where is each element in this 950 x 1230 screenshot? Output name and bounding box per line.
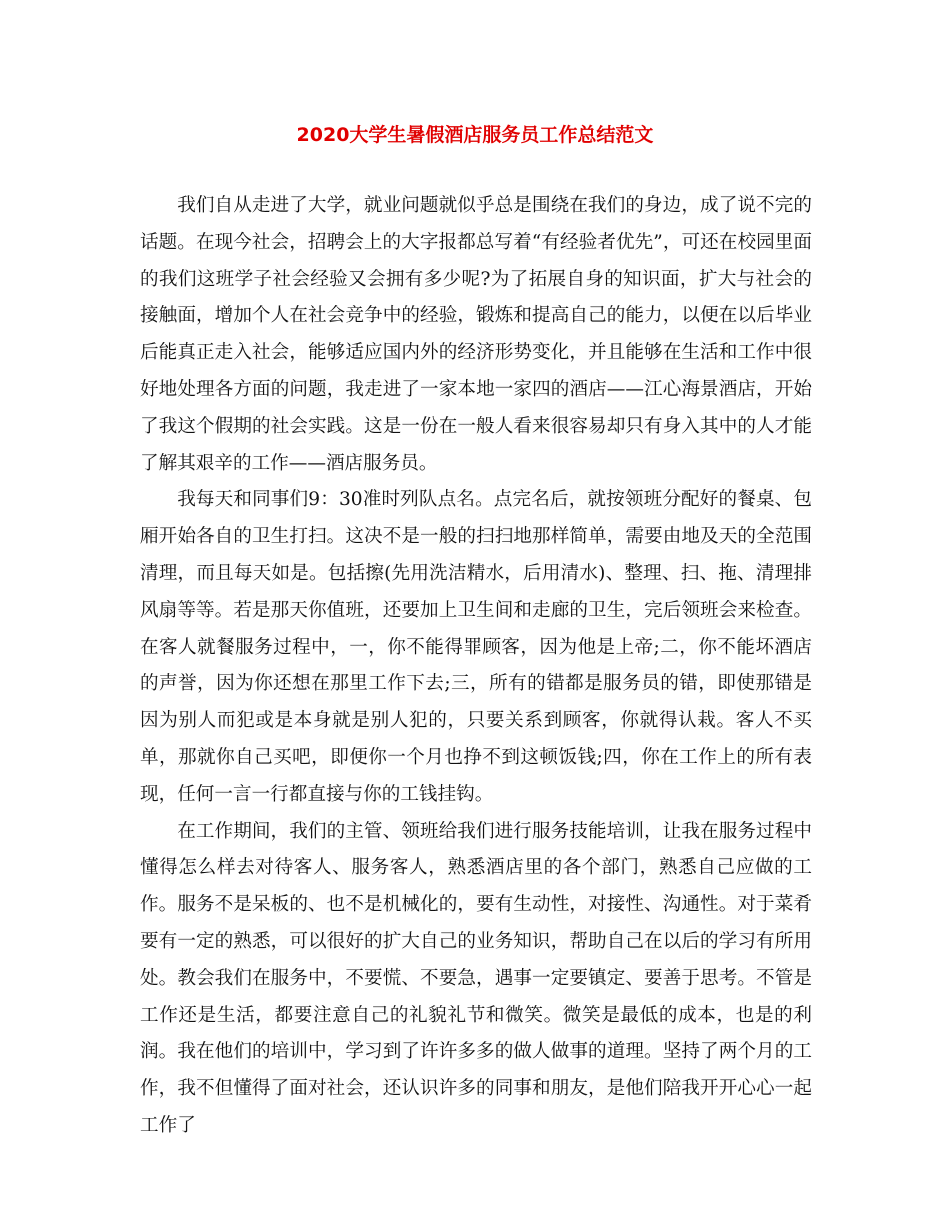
document-title: 2020大学生暑假酒店服务员工作总结范文 [296, 124, 654, 146]
paragraph-1: 我们自从走进了大学，就业问题就似乎总是围绕在我们的身边，成了说不完的话题。在现今社会，招聘会上的大字报都总写着“有经验者优先”，可还在校园里面的我们这班学子社会经验又会拥有多少呢?为了拓展自身的知识面，扩大与社会的接触面，增加个人在社会竞争中的经验，锻炼和提高自己的能力，以便在以后毕业后能真正走入社会，能够适应国内外的经济形势变化，并且能够在生活和工作中很好地处理各方面的问题，我走进了一家本地一家四的酒店——江心海景酒店，开始了我这个假期的社会实践。这是一份在一般人看来很容易却只有身入其中的人才能了解其艰辛的工作——酒店服务员。 [140, 195, 812, 474]
paragraph-2: 我每天和同事们9：30准时列队点名。点完名后，就按领班分配好的餐桌、包厢开始各自的卫生打扫。这决不是一般的扫扫地那样简单，需要由地及天的全范围清理，而且每天如是。包括擦(先用洗洁精水，后用清水)、整理、扫、拖、清理排风扇等等。若是那天你值班，还要加上卫生间和走廊的卫生，完后领班会来检查。在客人就餐服务过程中，一，你不能得罪顾客，因为他是上帝;二，你不能坏酒店的声誉，因为你还想在那里工作下去;三，所有的错都是服务员的错，即使那错是因为别人而犯或是本身就是别人犯的，只要关系到顾客，你就得认栽。客人不买单，那就你自己买吧，即便你一个月也挣不到这顿饭钱;四，你在工作上的所有表现，任何一言一行都直接与你的工钱挂钩。 [140, 489, 812, 805]
paragraph-3: 在工作期间，我们的主管、领班给我们进行服务技能培训，让我在服务过程中懂得怎么样去对待客人、服务客人，熟悉酒店里的各个部门，熟悉自己应做的工作。服务不是呆板的、也不是机械化的，要有生动性，对接性、沟通性。对于菜肴要有一定的熟悉，可以很好的扩大自己的业务知识，帮助自己在以后的学习有所用处。教会我们在服务中，不要慌、不要急，遇事一定要镇定、要善于思考。不管是工作还是生活，都要注意自己的礼貌礼节和微笑。微笑是最低的成本，也是的利润。我在他们的培训中，学习到了许许多多的做人做事的道理。坚持了两个月的工作，我不但懂得了面对社会，还认识许多的同事和朋友，是他们陪我开开心心一起工作了 [140, 820, 812, 1136]
document-body [140, 188, 812, 1145]
